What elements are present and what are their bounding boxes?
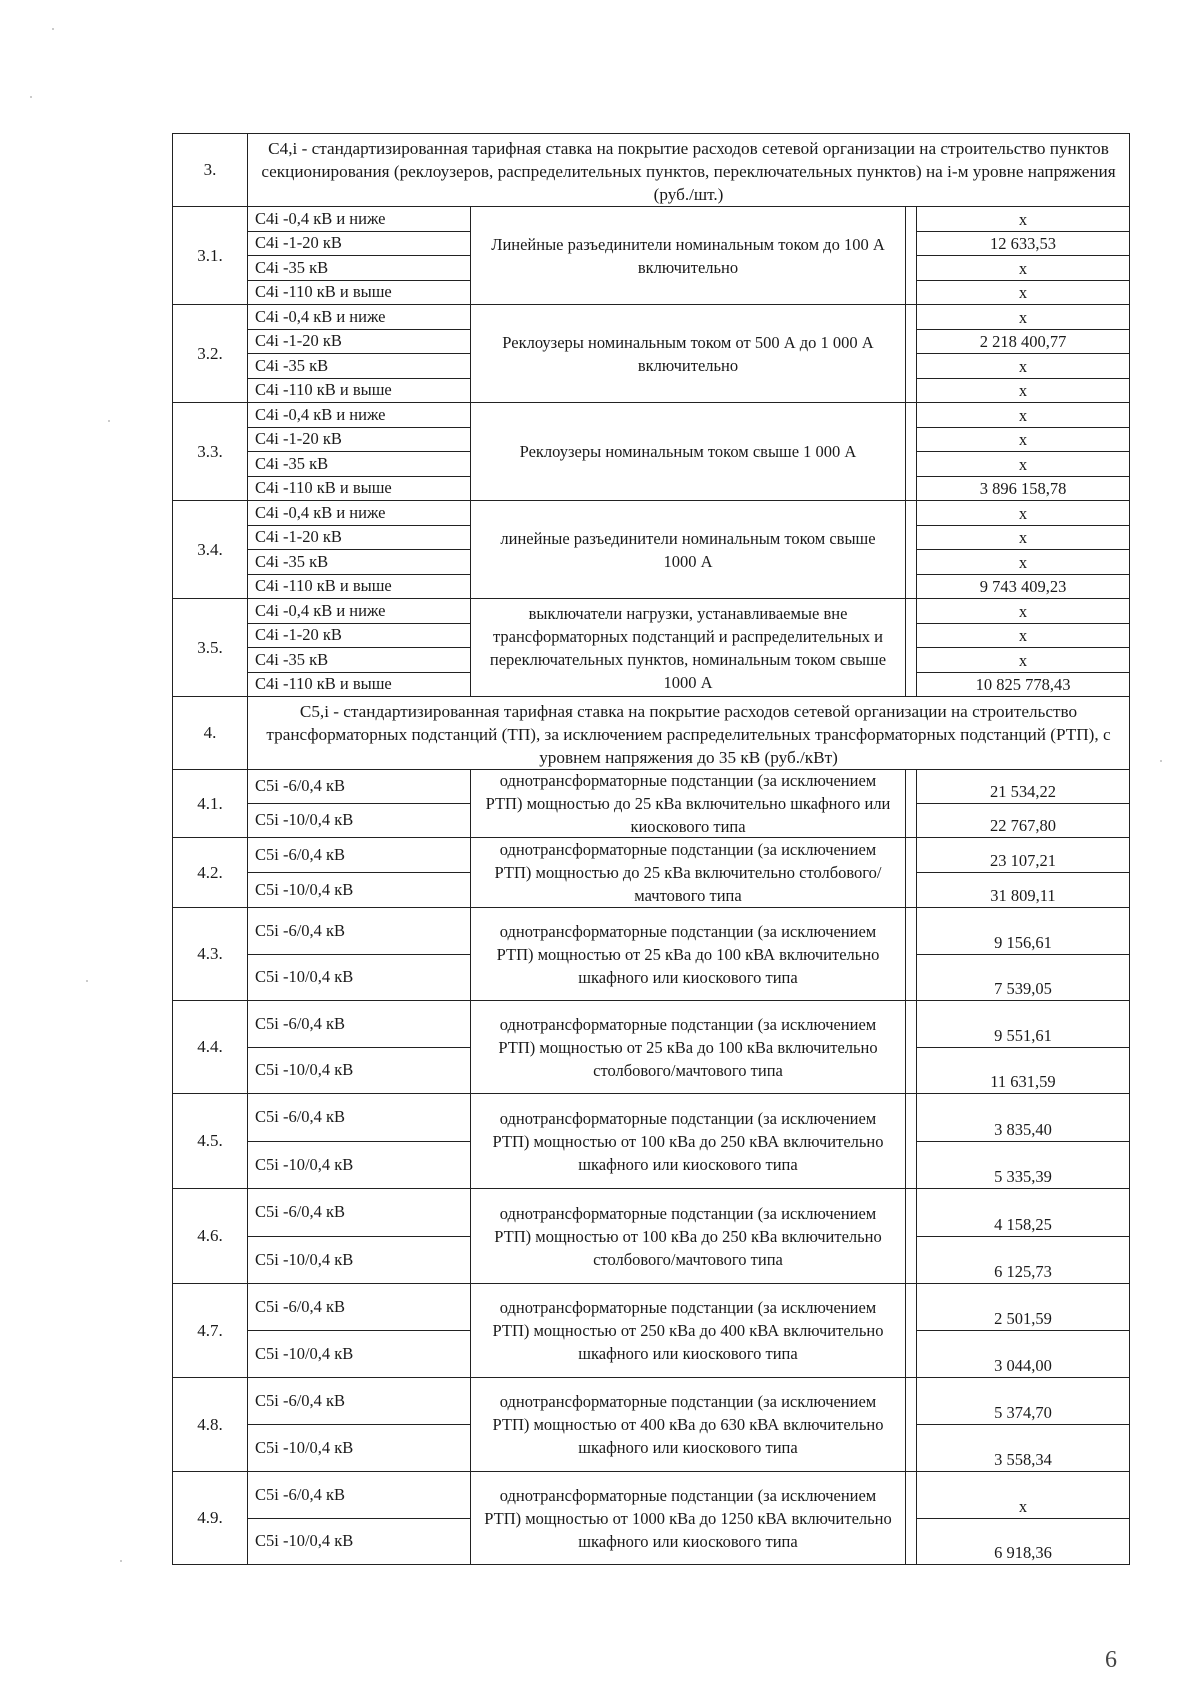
rate-value-list: [916, 770, 1130, 837]
row-number: 3.4.: [172, 501, 248, 598]
rate-value: 3 896 158,78: [979, 479, 1067, 498]
equipment-description: однотрансформаторные подстанции (за исключением РТП) мощностью от 100 кВа до 250 кВа включительно столбового/мачтового типа: [471, 1189, 906, 1283]
voltage-level-list: [248, 501, 471, 598]
rate-value: 2 218 400,77: [917, 330, 1129, 355]
rate-value: x: [917, 501, 1129, 526]
table-row: [172, 304, 1130, 402]
scan-speck: [52, 28, 54, 30]
voltage-level: C4i -0,4 кВ и ниже: [248, 207, 470, 232]
rate-value: 7 539,05: [994, 979, 1052, 998]
rate-value: x: [917, 256, 1129, 281]
rate-value: 9 551,61: [917, 1001, 1129, 1048]
table-row: [172, 500, 1130, 598]
row-number: 3.5.: [172, 599, 248, 696]
rate-value: 6 125,73: [994, 1262, 1052, 1281]
row-number: 4.2.: [172, 838, 248, 907]
rate-value: 22 767,80: [990, 816, 1056, 835]
column-gap: [906, 305, 916, 402]
rate-value: x: [917, 624, 1129, 649]
voltage-level-list: [248, 1001, 471, 1093]
voltage-level: C4i -35 кВ: [248, 452, 470, 477]
rate-value-list: [916, 1001, 1130, 1093]
rate-value: x: [917, 452, 1129, 477]
section-number: 4.: [172, 697, 248, 769]
voltage-level: C5i -10/0,4 кВ: [255, 1531, 354, 1550]
voltage-level: C5i -10/0,4 кВ: [255, 1437, 354, 1457]
row-number: 4.7.: [172, 1284, 248, 1377]
voltage-level: C5i -10/0,4 кВ: [255, 879, 354, 899]
column-gap: [906, 1001, 916, 1093]
voltage-level: C4i -35 кВ: [248, 256, 470, 281]
voltage-level: C5i -6/0,4 кВ: [248, 1001, 470, 1048]
rate-value-list: [916, 1094, 1130, 1188]
voltage-level: C4i -1-20 кВ: [248, 624, 470, 649]
rate-value-list: [916, 599, 1130, 696]
voltage-level: C4i -0,4 кВ и ниже: [248, 501, 470, 526]
rate-value: x: [917, 305, 1129, 330]
voltage-level: C4i -1-20 кВ: [248, 232, 470, 257]
table-row: [172, 1188, 1130, 1283]
rate-value-list: [916, 1284, 1130, 1377]
equipment-description: однотрансформаторные подстанции (за исключением РТП) мощностью до 25 кВа включительно шкафного или киоскового типа: [471, 770, 906, 837]
column-gap: [906, 1378, 916, 1471]
equipment-description: однотрансформаторные подстанции (за исключением РТП) мощностью от 100 кВа до 250 кВА включительно шкафного или киоскового типа: [471, 1094, 906, 1188]
rate-value: 9 156,61: [917, 908, 1129, 955]
voltage-level: C5i -6/0,4 кВ: [248, 838, 470, 873]
page-number: 6: [1105, 1647, 1117, 1673]
voltage-level: C4i -1-20 кВ: [248, 330, 470, 355]
rate-value: 23 107,21: [917, 838, 1129, 873]
table-row: [172, 1377, 1130, 1471]
voltage-level-list: [248, 207, 471, 304]
voltage-level: C5i -10/0,4 кВ: [255, 1060, 354, 1079]
voltage-level-list: [248, 1189, 471, 1283]
column-gap: [906, 1284, 916, 1377]
voltage-level: C4i -1-20 кВ: [248, 526, 470, 551]
table-row: [172, 1283, 1130, 1377]
table-row: [172, 1471, 1130, 1565]
row-number: 3.2.: [172, 305, 248, 402]
rate-value: 31 809,11: [990, 886, 1056, 905]
voltage-level: C5i -10/0,4 кВ: [255, 1343, 354, 1363]
equipment-description: однотрансформаторные подстанции (за исключением РТП) мощностью от 25 кВа до 100 кВа включительно столбового/мачтового типа: [471, 1001, 906, 1093]
rate-value: 11 631,59: [990, 1072, 1056, 1091]
column-gap: [906, 501, 916, 598]
voltage-level-list: [248, 838, 471, 907]
row-number: 4.9.: [172, 1472, 248, 1564]
voltage-level-list: [248, 305, 471, 402]
voltage-level: C5i -6/0,4 кВ: [248, 1189, 470, 1237]
rate-value: x: [917, 550, 1129, 575]
scan-speck: [30, 96, 32, 98]
rate-value: x: [917, 354, 1129, 379]
voltage-level: C4i -0,4 кВ и ниже: [248, 305, 470, 330]
voltage-level-list: [248, 908, 471, 1000]
row-number: 3.3.: [172, 403, 248, 500]
equipment-description: Линейные разъединители номинальным током до 100 А включительно: [471, 207, 906, 304]
column-gap: [906, 207, 916, 304]
section-header-row: [172, 696, 1130, 769]
rate-value: x: [917, 526, 1129, 551]
column-gap: [906, 908, 916, 1000]
rate-value-list: [916, 1189, 1130, 1283]
voltage-level: C5i -10/0,4 кВ: [255, 967, 354, 986]
table-row: [172, 837, 1130, 907]
scan-speck: [120, 1560, 122, 1562]
tariff-table: [172, 133, 1130, 1565]
rate-value: 3 835,40: [917, 1094, 1129, 1142]
voltage-level-list: [248, 403, 471, 500]
voltage-level: C5i -6/0,4 кВ: [248, 770, 470, 804]
rate-value-list: [916, 501, 1130, 598]
equipment-description: линейные разъединители номинальным током свыше 1000 А: [471, 501, 906, 598]
rate-value: 5 374,70: [917, 1378, 1129, 1425]
column-gap: [906, 403, 916, 500]
scan-speck: [1160, 760, 1162, 762]
voltage-level: C5i -10/0,4 кВ: [255, 1249, 354, 1269]
voltage-level: C4i -110 кВ и выше: [255, 478, 392, 497]
rate-value: 12 633,53: [917, 232, 1129, 257]
row-number: 4.1.: [172, 770, 248, 837]
table-row: [172, 206, 1130, 304]
voltage-level: C4i -110 кВ и выше: [255, 576, 392, 595]
table-row: [172, 1000, 1130, 1093]
table-row: [172, 907, 1130, 1000]
rate-value: 9 743 409,23: [979, 577, 1067, 596]
voltage-level: C5i -6/0,4 кВ: [248, 1378, 470, 1425]
rate-value: 2 501,59: [917, 1284, 1129, 1331]
rate-value: x: [917, 207, 1129, 232]
rate-value: x: [917, 428, 1129, 453]
table-row: [172, 1093, 1130, 1188]
section-header-text: C5,i - стандартизированная тарифная ставка на покрытие расходов сетевой организации на строительство трансформаторных подстанций (ТП), за исключением распределительных трансформаторных подстанций (РТП), с уровнем напряжения до 35 кВ (руб./кВт): [248, 697, 1130, 769]
equipment-description: однотрансформаторные подстанции (за исключением РТП) мощностью от 250 кВа до 400 кВА включительно шкафного или киоскового типа: [471, 1284, 906, 1377]
rate-value-list: [916, 305, 1130, 402]
rate-value-list: [916, 207, 1130, 304]
rate-value: x: [917, 403, 1129, 428]
rate-value: 4 158,25: [917, 1189, 1129, 1237]
rate-value-list: [916, 838, 1130, 907]
row-number: 4.8.: [172, 1378, 248, 1471]
equipment-description: однотрансформаторные подстанции (за исключением РТП) мощностью до 25 кВа включительно столбового/мачтового типа: [471, 838, 906, 907]
column-gap: [906, 838, 916, 907]
voltage-level: C4i -110 кВ и выше: [255, 380, 392, 399]
column-gap: [906, 770, 916, 837]
rate-value: x: [917, 1472, 1129, 1519]
rate-value-list: [916, 403, 1130, 500]
voltage-level: C5i -6/0,4 кВ: [248, 1094, 470, 1142]
row-number: 4.3.: [172, 908, 248, 1000]
section-header-row: [172, 133, 1130, 206]
voltage-level-list: [248, 770, 471, 837]
voltage-level: C4i -110 кВ и выше: [255, 282, 392, 301]
voltage-level: C4i -0,4 кВ и ниже: [248, 599, 470, 624]
voltage-level: C5i -10/0,4 кВ: [255, 1154, 354, 1174]
voltage-level: C4i -1-20 кВ: [248, 428, 470, 453]
equipment-description: однотрансформаторные подстанции (за исключением РТП) мощностью от 1000 кВа до 1250 кВА включительно шкафного или киоскового типа: [471, 1472, 906, 1564]
rate-value: 5 335,39: [994, 1167, 1052, 1186]
row-number: 4.5.: [172, 1094, 248, 1188]
column-gap: [906, 1189, 916, 1283]
table-row: [172, 402, 1130, 500]
voltage-level: C4i -110 кВ и выше: [255, 674, 392, 693]
column-gap: [906, 1472, 916, 1564]
voltage-level-list: [248, 1378, 471, 1471]
rate-value-list: [916, 1378, 1130, 1471]
rate-value: x: [917, 648, 1129, 673]
voltage-level-list: [248, 1094, 471, 1188]
row-number: 4.4.: [172, 1001, 248, 1093]
voltage-level: C5i -6/0,4 кВ: [248, 1472, 470, 1519]
equipment-description: однотрансформаторные подстанции (за исключением РТП) мощностью от 400 кВа до 630 кВА включительно шкафного или киоскового типа: [471, 1378, 906, 1471]
equipment-description: однотрансформаторные подстанции (за исключением РТП) мощностью от 25 кВа до 100 кВА включительно шкафного или киоскового типа: [471, 908, 906, 1000]
rate-value: 3 558,34: [994, 1450, 1052, 1469]
voltage-level: C4i -35 кВ: [248, 354, 470, 379]
voltage-level: C5i -6/0,4 кВ: [248, 1284, 470, 1331]
table-row: [172, 598, 1130, 696]
voltage-level: C4i -35 кВ: [248, 550, 470, 575]
rate-value-list: [916, 1472, 1130, 1564]
scan-speck: [108, 420, 110, 422]
voltage-level-list: [248, 599, 471, 696]
equipment-description: выключатели нагрузки, устанавливаемые вне трансформаторных подстанций и распределительных и переключательных пунктов, номинальным током свыше 1000 А: [471, 599, 906, 696]
rate-value: 21 534,22: [917, 770, 1129, 804]
voltage-level: C5i -10/0,4 кВ: [255, 810, 354, 830]
section-header-text: C4,i - стандартизированная тарифная ставка на покрытие расходов сетевой организации на строительство пунктов секционирования (реклоузеров, распределительных пунктов, переключательных пунктов) на i-м уровне напряжения (руб./шт.): [248, 134, 1130, 206]
equipment-description: Реклоузеры номинальным током от 500 А до 1 000 А включительно: [471, 305, 906, 402]
voltage-level: C4i -0,4 кВ и ниже: [248, 403, 470, 428]
rate-value: x: [1018, 381, 1028, 400]
rate-value-list: [916, 908, 1130, 1000]
voltage-level-list: [248, 1472, 471, 1564]
rate-value: 6 918,36: [994, 1543, 1052, 1562]
scan-speck: [86, 980, 88, 982]
column-gap: [906, 599, 916, 696]
column-gap: [906, 1094, 916, 1188]
voltage-level: C4i -35 кВ: [248, 648, 470, 673]
row-number: 3.1.: [172, 207, 248, 304]
voltage-level-list: [248, 1284, 471, 1377]
section-number: 3.: [172, 134, 248, 206]
rate-value: 10 825 778,43: [975, 675, 1071, 694]
equipment-description: Реклоузеры номинальным током свыше 1 000 А: [471, 403, 906, 500]
voltage-level: C5i -6/0,4 кВ: [248, 908, 470, 955]
row-number: 4.6.: [172, 1189, 248, 1283]
rate-value: x: [917, 599, 1129, 624]
rate-value: 3 044,00: [994, 1356, 1052, 1375]
table-row: [172, 769, 1130, 837]
rate-value: x: [1018, 283, 1028, 302]
